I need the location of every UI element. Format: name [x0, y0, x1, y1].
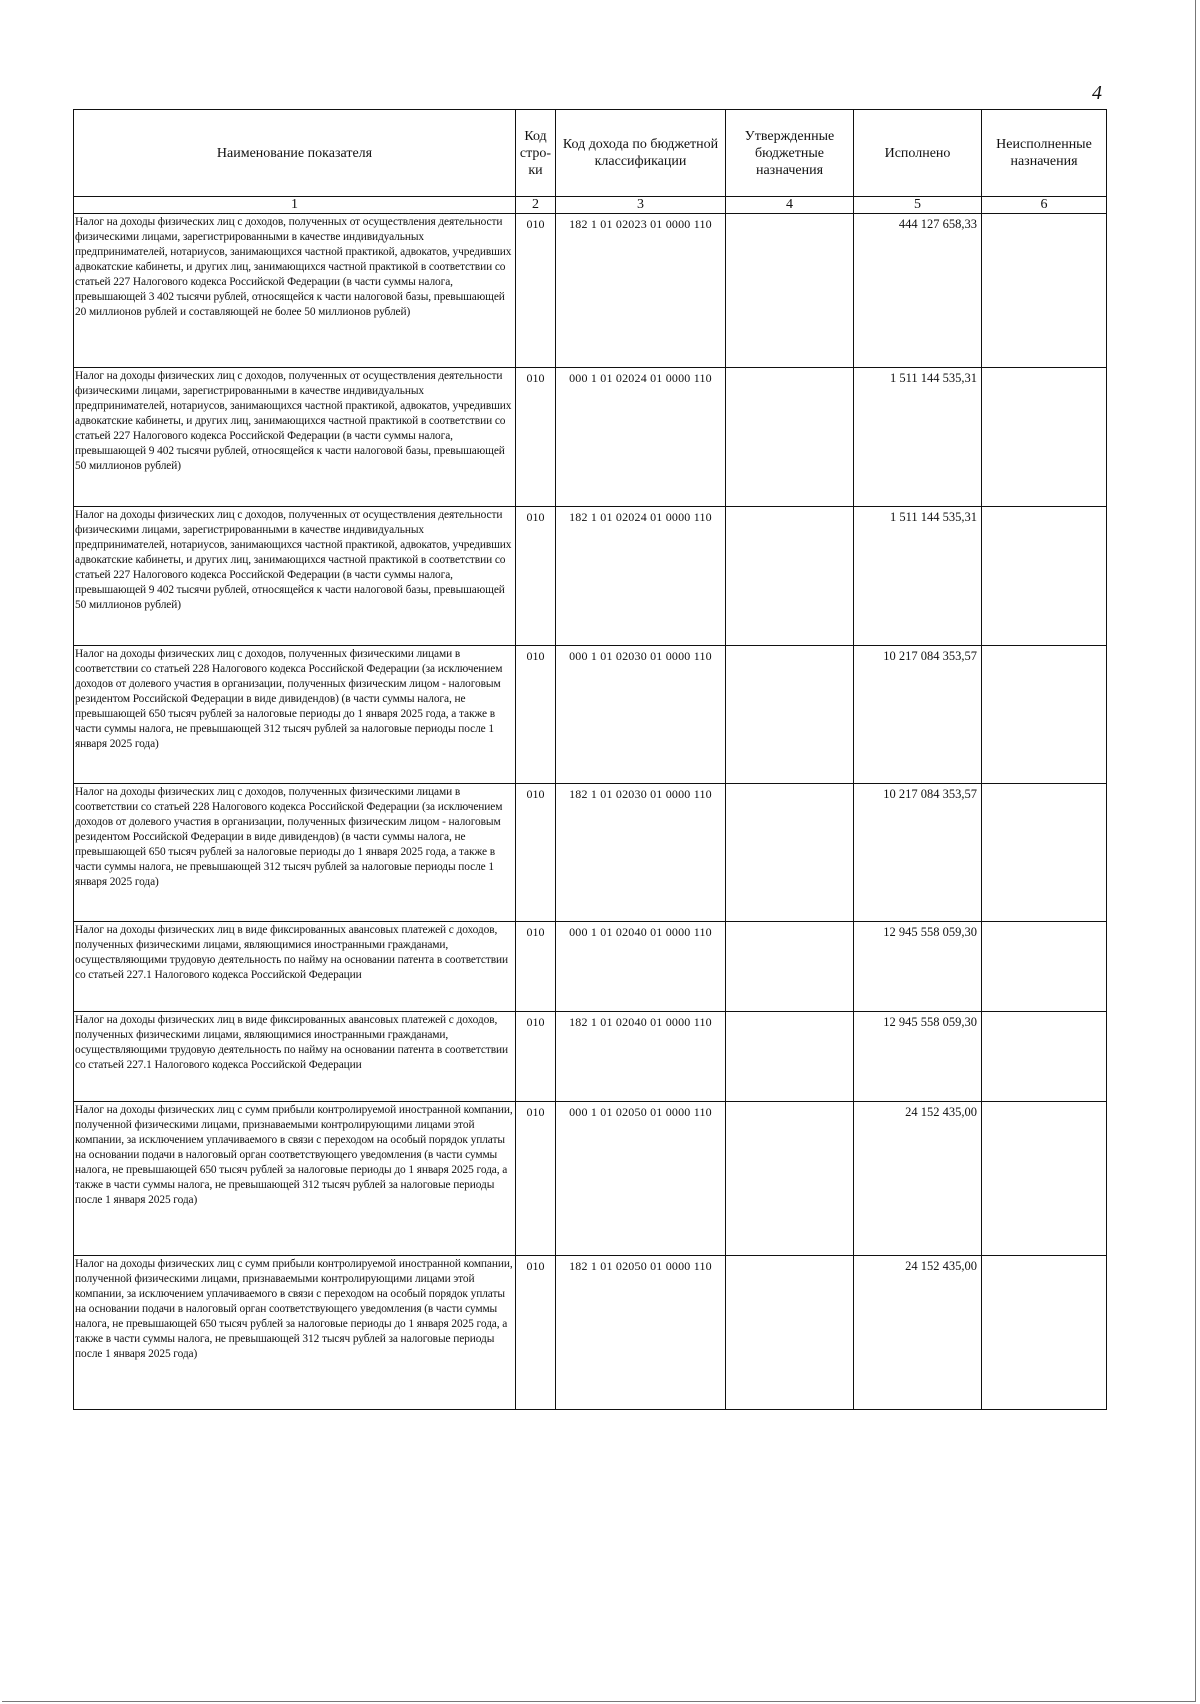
indicator-name: Налог на доходы физических лиц с доходов, полученных от осуществления деятельности физическими лицами, зарегистрированными в качестве индивидуальных предпринимателей, нотариусов, занимающихся частной практикой, адвокатов, учредивших адвокатские кабинеты, и других лиц, занимающихся частной практикой в соответствии со статьей 227 Налогового кодекса Российской Федерации (в части суммы налога, превышающей 9 402 тысячи рублей, относящейся к части налоговой базы, превышающей 50 миллионов рублей): [74, 507, 516, 646]
header-row: [74, 110, 1107, 197]
line-code: 010: [516, 368, 556, 507]
budget-class-code: 000 1 01 02040 01 0000 110: [556, 922, 726, 1012]
executed-amount: 12 945 558 059,30: [854, 1012, 982, 1102]
indicator-name: Налог на доходы физических лиц в виде фиксированных авансовых платежей с доходов, полученных физическими лицами, являющимися иностранными гражданами, осуществляющими трудовую деятельность по найму на основании патента в соответствии со статьей 227.1 Налогового кодекса Российской Федерации: [74, 922, 516, 1012]
indicator-name: Налог на доходы физических лиц с доходов, полученных физическими лицами в соответствии со статьей 228 Налогового кодекса Российской Федерации (за исключением доходов от долевого участия в организации, полученных физическим лицом - налоговым резидентом Российской Федерации в виде дивидендов) (в части суммы налога, не превышающей 650 тысяч рублей за налоговые периоды до 1 января 2025 года, а также в части суммы налога, не превышающей 312 тысяч рублей за налоговые периоды после 1 января 2025 года): [74, 646, 516, 784]
unexecuted-amount: [982, 214, 1107, 368]
table-row: [74, 1102, 1107, 1256]
approved-amount: [726, 922, 854, 1012]
budget-class-code: 000 1 01 02050 01 0000 110: [556, 1102, 726, 1256]
budget-class-code: 000 1 01 02030 01 0000 110: [556, 646, 726, 784]
unexecuted-amount: [982, 1256, 1107, 1410]
executed-amount: 10 217 084 353,57: [854, 784, 982, 922]
indicator-name: Налог на доходы физических лиц с сумм прибыли контролируемой иностранной компании, полученной физическими лицами, признаваемыми контролирующими лицами этой компании, за исключением уплачиваемого в связи с переходом на особый порядок уплаты на основании подачи в налоговый орган соответствующего уведомления (в части суммы налога, не превышающей 650 тысяч рублей за налоговые периоды до 1 января 2025 года, а также в части суммы налога, не превышающей 312 тысяч рублей за налоговые периоды после 1 января 2025 года): [74, 1256, 516, 1410]
executed-amount: 24 152 435,00: [854, 1102, 982, 1256]
table-row: [74, 214, 1107, 368]
column-number: 3: [556, 197, 726, 214]
executed-amount: 24 152 435,00: [854, 1256, 982, 1410]
budget-class-code: 000 1 01 02024 01 0000 110: [556, 368, 726, 507]
column-number: 2: [516, 197, 556, 214]
approved-amount: [726, 1012, 854, 1102]
line-code: 010: [516, 1102, 556, 1256]
budget-class-code: 182 1 01 02024 01 0000 110: [556, 507, 726, 646]
page-number: 4: [1092, 82, 1102, 104]
line-code: 010: [516, 784, 556, 922]
unexecuted-amount: [982, 368, 1107, 507]
indicator-name: Налог на доходы физических лиц в виде фиксированных авансовых платежей с доходов, полученных физическими лицами, являющимися иностранными гражданами, осуществляющими трудовую деятельность по найму на основании патента в соответствии со статьей 227.1 Налогового кодекса Российской Федерации: [74, 1012, 516, 1102]
header-budget-class-code: Код дохода по бюджетной классификации: [556, 110, 726, 197]
unexecuted-amount: [982, 507, 1107, 646]
approved-amount: [726, 368, 854, 507]
line-code: 010: [516, 214, 556, 368]
budget-class-code: 182 1 01 02050 01 0000 110: [556, 1256, 726, 1410]
approved-amount: [726, 1102, 854, 1256]
table-row: [74, 507, 1107, 646]
header-approved: Утвержденные бюджетные назначения: [726, 110, 854, 197]
header-unexecuted: Неисполненные назначения: [982, 110, 1107, 197]
budget-class-code: 182 1 01 02040 01 0000 110: [556, 1012, 726, 1102]
unexecuted-amount: [982, 784, 1107, 922]
budget-class-code: 182 1 01 02023 01 0000 110: [556, 214, 726, 368]
header-indicator-name: Наименование показателя: [74, 110, 516, 197]
executed-amount: 12 945 558 059,30: [854, 922, 982, 1012]
line-code: 010: [516, 922, 556, 1012]
revenue-table: [73, 109, 1107, 1410]
table-row: [74, 922, 1107, 1012]
approved-amount: [726, 1256, 854, 1410]
table-row: [74, 368, 1107, 507]
unexecuted-amount: [982, 922, 1107, 1012]
unexecuted-amount: [982, 1102, 1107, 1256]
budget-class-code: 182 1 01 02030 01 0000 110: [556, 784, 726, 922]
indicator-name: Налог на доходы физических лиц с доходов, полученных от осуществления деятельности физическими лицами, зарегистрированными в качестве индивидуальных предпринимателей, нотариусов, занимающихся частной практикой, адвокатов, учредивших адвокатские кабинеты, и других лиц, занимающихся частной практикой в соответствии со статьей 227 Налогового кодекса Российской Федерации (в части суммы налога, превышающей 3 402 тысячи рублей, относящейся к части налоговой базы, превышающей 20 миллионов рублей и составляющей не более 50 миллионов рублей): [74, 214, 516, 368]
unexecuted-amount: [982, 1012, 1107, 1102]
executed-amount: 444 127 658,33: [854, 214, 982, 368]
executed-amount: 1 511 144 535,31: [854, 368, 982, 507]
line-code: 010: [516, 1012, 556, 1102]
executed-amount: 1 511 144 535,31: [854, 507, 982, 646]
column-number: 5: [854, 197, 982, 214]
header-line-code: Код стро-ки: [516, 110, 556, 197]
table-row: [74, 784, 1107, 922]
indicator-name: Налог на доходы физических лиц с доходов, полученных от осуществления деятельности физическими лицами, зарегистрированными в качестве индивидуальных предпринимателей, нотариусов, занимающихся частной практикой, адвокатов, учредивших адвокатские кабинеты, и других лиц, занимающихся частной практикой в соответствии со статьей 227 Налогового кодекса Российской Федерации (в части суммы налога, превышающей 9 402 тысячи рублей, относящейся к части налоговой базы, превышающей 50 миллионов рублей): [74, 368, 516, 507]
approved-amount: [726, 214, 854, 368]
line-code: 010: [516, 507, 556, 646]
header-executed: Исполнено: [854, 110, 982, 197]
indicator-name: Налог на доходы физических лиц с сумм прибыли контролируемой иностранной компании, полученной физическими лицами, признаваемыми контролирующими лицами этой компании, за исключением уплачиваемого в связи с переходом на особый порядок уплаты на основании подачи в налоговый орган соответствующего уведомления (в части суммы налога, не превышающей 650 тысяч рублей за налоговые периоды до 1 января 2025 года, а также в части суммы налога, не превышающей 312 тысяч рублей за налоговые периоды после 1 января 2025 года): [74, 1102, 516, 1256]
line-code: 010: [516, 646, 556, 784]
indicator-name: Налог на доходы физических лиц с доходов, полученных физическими лицами в соответствии со статьей 228 Налогового кодекса Российской Федерации (за исключением доходов от долевого участия в организации, полученных физическим лицом - налоговым резидентом Российской Федерации в виде дивидендов) (в части суммы налога, не превышающей 650 тысяч рублей за налоговые периоды до 1 января 2025 года, а также в части суммы налога, не превышающей 312 тысяч рублей за налоговые периоды после 1 января 2025 года): [74, 784, 516, 922]
executed-amount: 10 217 084 353,57: [854, 646, 982, 784]
approved-amount: [726, 507, 854, 646]
column-number: 6: [982, 197, 1107, 214]
table-row: [74, 1256, 1107, 1410]
column-number-row: [74, 197, 1107, 214]
unexecuted-amount: [982, 646, 1107, 784]
table-row: [74, 646, 1107, 784]
line-code: 010: [516, 1256, 556, 1410]
column-number: 4: [726, 197, 854, 214]
approved-amount: [726, 646, 854, 784]
table-row: [74, 1012, 1107, 1102]
approved-amount: [726, 784, 854, 922]
column-number: 1: [74, 197, 516, 214]
